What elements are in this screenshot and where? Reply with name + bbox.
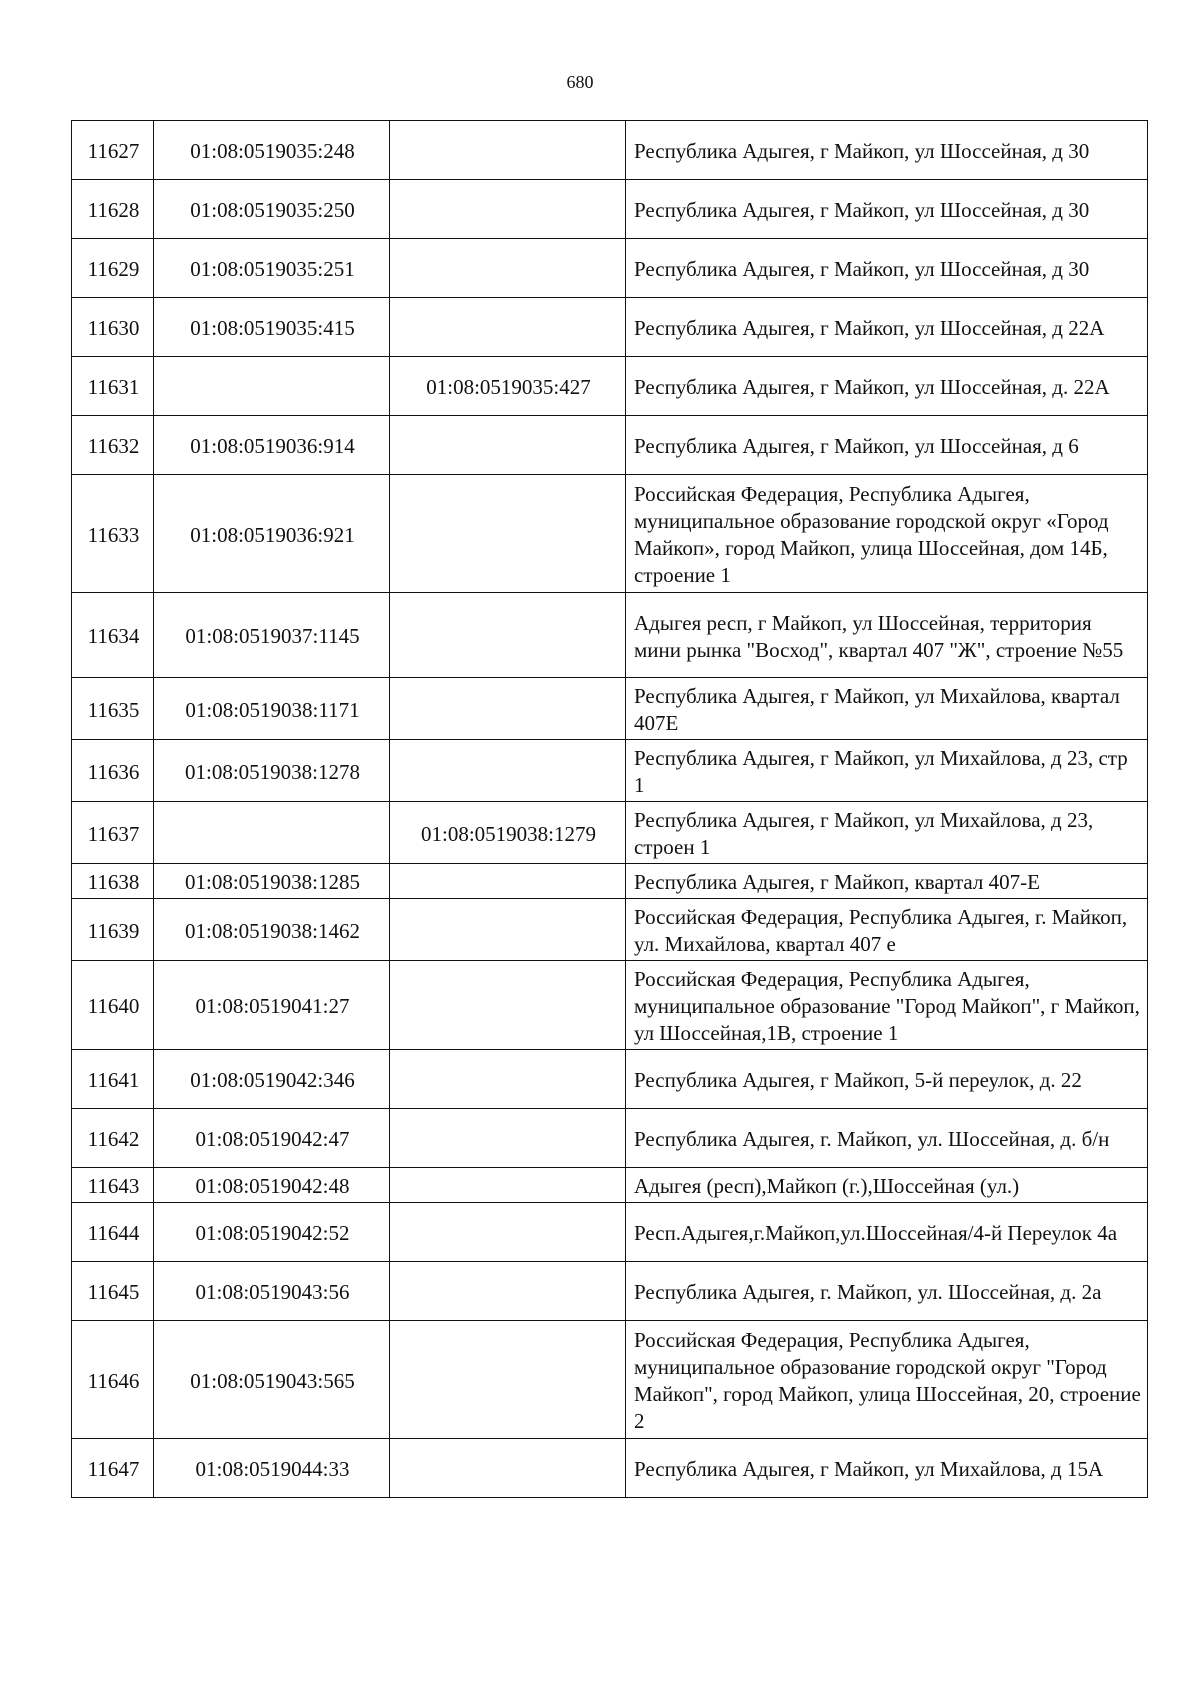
cadastral-number-cell: 01:08:0519044:33 (154, 1439, 390, 1498)
cadastral-number-cell: 01:08:0519038:1462 (154, 899, 390, 961)
table-row (72, 678, 1148, 740)
row-number-cell: 11646 (72, 1321, 154, 1439)
address-cell: Республика Адыгея, г Майкоп, ул Шоссейная, д 30 (626, 180, 1148, 239)
address-cell: Республика Адыгея, г Майкоп, ул Шоссейная, д 30 (626, 239, 1148, 298)
cadastral-number-alt-cell (390, 121, 626, 180)
row-number-cell: 11634 (72, 593, 154, 678)
cadastral-number-cell: 01:08:0519043:565 (154, 1321, 390, 1439)
cadastral-number-cell: 01:08:0519042:52 (154, 1203, 390, 1262)
address-cell: Респ.Адыгея,г.Майкоп,ул.Шоссейная/4-й Переулок 4а (626, 1203, 1148, 1262)
registry-table-body (72, 121, 1148, 1498)
cadastral-number-alt-cell (390, 416, 626, 475)
address-cell: Республика Адыгея, г Майкоп, квартал 407-Е (626, 864, 1148, 899)
cadastral-number-alt-cell (390, 678, 626, 740)
row-number-cell: 11643 (72, 1168, 154, 1203)
address-cell: Республика Адыгея, г Майкоп, ул Шоссейная, д 6 (626, 416, 1148, 475)
cadastral-number-alt-cell (390, 1050, 626, 1109)
address-cell: Республика Адыгея, г Майкоп, ул Михайлова, д 23, строен 1 (626, 802, 1148, 864)
cadastral-number-cell: 01:08:0519042:48 (154, 1168, 390, 1203)
cadastral-number-alt-cell (390, 475, 626, 593)
cadastral-number-alt-cell (390, 1439, 626, 1498)
row-number-cell: 11635 (72, 678, 154, 740)
table-row (72, 1262, 1148, 1321)
row-number-cell: 11644 (72, 1203, 154, 1262)
cadastral-number-alt-cell (390, 1168, 626, 1203)
cadastral-number-alt-cell (390, 239, 626, 298)
cadastral-number-cell (154, 802, 390, 864)
address-cell: Российская Федерация, Республика Адыгея, муниципальное образование "Город Майкоп", г Майкоп, ул Шоссейная,1В, строение 1 (626, 961, 1148, 1050)
cadastral-number-cell: 01:08:0519042:346 (154, 1050, 390, 1109)
address-cell: Республика Адыгея, г Майкоп, ул Михайлова, квартал 407Е (626, 678, 1148, 740)
row-number-cell: 11631 (72, 357, 154, 416)
cadastral-number-alt-cell (390, 180, 626, 239)
row-number-cell: 11639 (72, 899, 154, 961)
table-row (72, 416, 1148, 475)
cadastral-number-alt-cell (390, 298, 626, 357)
table-row (72, 1321, 1148, 1439)
cadastral-number-alt-cell (390, 740, 626, 802)
address-cell: Российская Федерация, Республика Адыгея, муниципальное образование городской округ "Город Майкоп", город Майкоп, улица Шоссейная, 20, строение 2 (626, 1321, 1148, 1439)
row-number-cell: 11647 (72, 1439, 154, 1498)
table-row (72, 740, 1148, 802)
address-cell: Адыгея (респ),Майкоп (г.),Шоссейная (ул.) (626, 1168, 1148, 1203)
table-row (72, 961, 1148, 1050)
cadastral-number-cell: 01:08:0519038:1171 (154, 678, 390, 740)
cadastral-number-alt-cell (390, 899, 626, 961)
address-cell: Республика Адыгея, г. Майкоп, ул. Шоссейная, д. 2а (626, 1262, 1148, 1321)
address-cell: Республика Адыгея, г. Майкоп, ул. Шоссейная, д. б/н (626, 1109, 1148, 1168)
row-number-cell: 11627 (72, 121, 154, 180)
row-number-cell: 11628 (72, 180, 154, 239)
table-row (72, 1203, 1148, 1262)
cadastral-number-alt-cell: 01:08:0519038:1279 (390, 802, 626, 864)
row-number-cell: 11633 (72, 475, 154, 593)
address-cell: Республика Адыгея, г Майкоп, ул Шоссейная, д 30 (626, 121, 1148, 180)
cadastral-number-alt-cell (390, 1321, 626, 1439)
page-number: 680 (566, 72, 594, 92)
row-number-cell: 11629 (72, 239, 154, 298)
cadastral-number-cell: 01:08:0519041:27 (154, 961, 390, 1050)
address-cell: Республика Адыгея, г Майкоп, ул Шоссейная, д. 22А (626, 357, 1148, 416)
cadastral-number-alt-cell (390, 1262, 626, 1321)
table-row (72, 593, 1148, 678)
cadastral-number-cell (154, 357, 390, 416)
address-cell: Республика Адыгея, г Майкоп, ул Михайлова, д 15А (626, 1439, 1148, 1498)
cadastral-number-alt-cell (390, 593, 626, 678)
row-number-cell: 11642 (72, 1109, 154, 1168)
row-number-cell: 11645 (72, 1262, 154, 1321)
cadastral-number-alt-cell (390, 1203, 626, 1262)
table-row (72, 864, 1148, 899)
cadastral-number-cell: 01:08:0519037:1145 (154, 593, 390, 678)
cadastral-number-cell: 01:08:0519035:251 (154, 239, 390, 298)
table-row (72, 475, 1148, 593)
registry-table (71, 120, 1148, 1498)
row-number-cell: 11641 (72, 1050, 154, 1109)
cadastral-number-cell: 01:08:0519035:250 (154, 180, 390, 239)
table-row (72, 1050, 1148, 1109)
row-number-cell: 11640 (72, 961, 154, 1050)
row-number-cell: 11636 (72, 740, 154, 802)
cadastral-number-cell: 01:08:0519043:56 (154, 1262, 390, 1321)
cadastral-number-cell: 01:08:0519035:415 (154, 298, 390, 357)
table-row (72, 121, 1148, 180)
cadastral-number-cell: 01:08:0519038:1278 (154, 740, 390, 802)
cadastral-number-alt-cell (390, 1109, 626, 1168)
table-row (72, 1109, 1148, 1168)
address-cell: Республика Адыгея, г Майкоп, ул Шоссейная, д 22А (626, 298, 1148, 357)
cadastral-number-alt-cell: 01:08:0519035:427 (390, 357, 626, 416)
cadastral-number-cell: 01:08:0519035:248 (154, 121, 390, 180)
table-row (72, 1168, 1148, 1203)
table-row (72, 298, 1148, 357)
cadastral-number-alt-cell (390, 864, 626, 899)
row-number-cell: 11632 (72, 416, 154, 475)
table-row (72, 899, 1148, 961)
cadastral-number-cell: 01:08:0519042:47 (154, 1109, 390, 1168)
cadastral-number-alt-cell (390, 961, 626, 1050)
address-cell: Российская Федерация, Республика Адыгея, г. Майкоп, ул. Михайлова, квартал 407 е (626, 899, 1148, 961)
cadastral-number-cell: 01:08:0519036:914 (154, 416, 390, 475)
row-number-cell: 11638 (72, 864, 154, 899)
table-row (72, 1439, 1148, 1498)
address-cell: Адыгея респ, г Майкоп, ул Шоссейная, территория мини рынка "Восход", квартал 407 "Ж", строение №55 (626, 593, 1148, 678)
address-cell: Республика Адыгея, г Майкоп, ул Михайлова, д 23, стр 1 (626, 740, 1148, 802)
address-cell: Республика Адыгея, г Майкоп, 5-й переулок, д. 22 (626, 1050, 1148, 1109)
table-row (72, 802, 1148, 864)
cadastral-number-cell: 01:08:0519038:1285 (154, 864, 390, 899)
address-cell: Российская Федерация, Республика Адыгея, муниципальное образование городской округ «Город Майкоп», город Майкоп, улица Шоссейная, дом 14Б, строение 1 (626, 475, 1148, 593)
table-row (72, 180, 1148, 239)
row-number-cell: 11630 (72, 298, 154, 357)
table-row (72, 357, 1148, 416)
row-number-cell: 11637 (72, 802, 154, 864)
cadastral-number-cell: 01:08:0519036:921 (154, 475, 390, 593)
table-row (72, 239, 1148, 298)
